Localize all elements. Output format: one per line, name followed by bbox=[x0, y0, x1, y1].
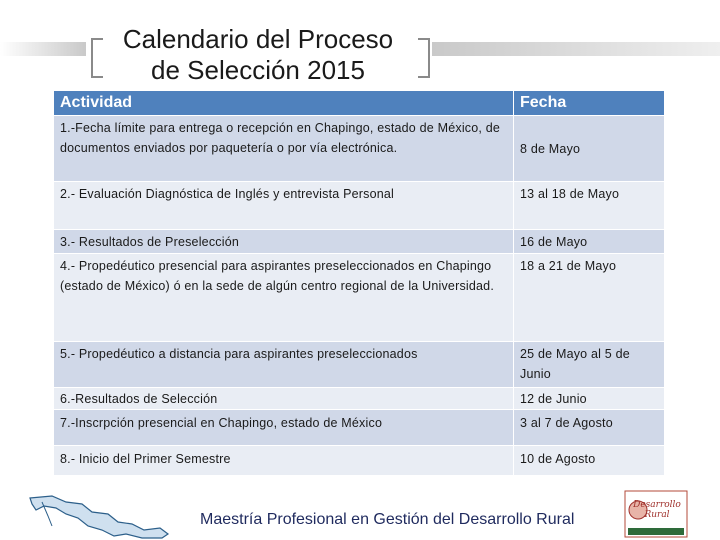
date-cell: 10 de Agosto bbox=[514, 446, 665, 476]
date-cell: 18 a 21 de Mayo bbox=[514, 254, 665, 342]
title-bar-right-decoration bbox=[432, 42, 720, 56]
slide-title-line1: Calendario del Proceso bbox=[122, 24, 394, 54]
slide-title bbox=[96, 24, 420, 86]
slide-title-line2: de Selección 2015 bbox=[151, 55, 365, 85]
table-row bbox=[54, 254, 665, 342]
activity-cell: 2.- Evaluación Diagnóstica de Inglés y entrevista Personal bbox=[54, 182, 514, 230]
date-cell: 3 al 7 de Agosto bbox=[514, 410, 665, 446]
date-cell: 12 de Junio bbox=[514, 388, 665, 410]
table-row bbox=[54, 388, 665, 410]
table-row bbox=[54, 116, 665, 182]
activity-cell: 6.-Resultados de Selección bbox=[54, 388, 514, 410]
activity-cell: 1.-Fecha límite para entrega o recepción en Chapingo, estado de México, de documentos enviados por paquetería o por vía electrónica. bbox=[54, 116, 514, 182]
date-cell: 8 de Mayo bbox=[514, 116, 665, 182]
activity-cell: 3.- Resultados de Preselección bbox=[54, 230, 514, 254]
table-header-row bbox=[54, 91, 665, 116]
schedule-table bbox=[53, 90, 665, 476]
table-row bbox=[54, 342, 665, 388]
activity-cell: 5.- Propedéutico a distancia para aspirantes preseleccionados bbox=[54, 342, 514, 388]
logo-label: Desarrollo Rural bbox=[633, 500, 681, 520]
activity-cell: 4.- Propedéutico presencial para aspirantes preseleccionados en Chapingo (estado de México) ó en la sede de algún centro regional de la Universidad. bbox=[54, 254, 514, 342]
table-row bbox=[54, 230, 665, 254]
activity-cell: 7.-Inscrpción presencial en Chapingo, estado de México bbox=[54, 410, 514, 446]
date-cell: 25 de Mayo al 5 de Junio bbox=[514, 342, 665, 388]
table-row bbox=[54, 446, 665, 476]
table-row bbox=[54, 182, 665, 230]
mexico-map-icon bbox=[22, 492, 172, 540]
title-bar-left-decoration bbox=[0, 42, 86, 56]
activity-cell: 8.- Inicio del Primer Semestre bbox=[54, 446, 514, 476]
footer-text: Maestría Profesional en Gestión del Desarrollo Rural bbox=[200, 511, 575, 528]
table-row bbox=[54, 410, 665, 446]
header-fecha: Fecha bbox=[514, 91, 665, 116]
date-cell: 13 al 18 de Mayo bbox=[514, 182, 665, 230]
date-cell: 16 de Mayo bbox=[514, 230, 665, 254]
header-actividad: Actividad bbox=[54, 91, 514, 116]
